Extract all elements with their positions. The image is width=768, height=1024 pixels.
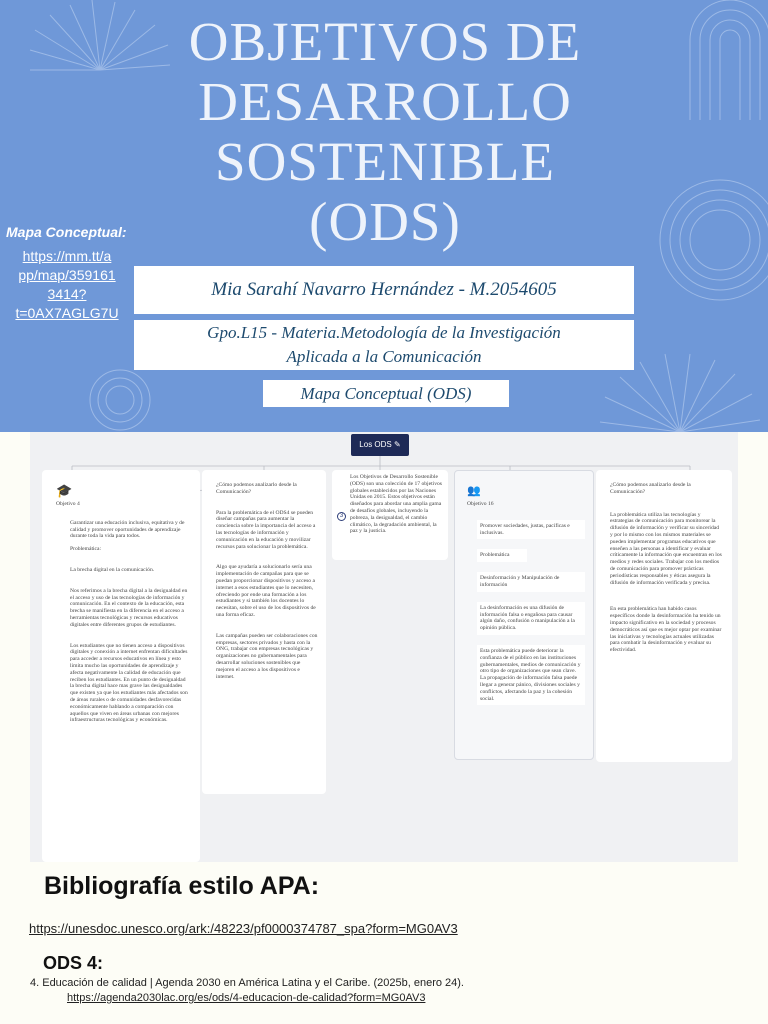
card-text: La desinformación es una difusión de información falsa o engañosa para causar algún daño, confusión o manipulación a la opinión pública.: [480, 604, 575, 632]
card-text: Garantizar una educación inclusiva, equitativa y de calidad y promover oportunidades de aprendizaje durante toda la vida para todos.: [70, 519, 185, 540]
card-objetivo-16[interactable]: [454, 470, 594, 760]
card-text: Promover sociedades, justas, pacíficas e inclusivas.: [480, 522, 570, 536]
mapa-link-line[interactable]: 3414?: [47, 286, 87, 302]
bibliography-link[interactable]: https://unesdoc.unesco.org/ark:/48223/pf0000374787_spa?form=MG0AV3: [29, 921, 458, 936]
mapa-link[interactable]: [12, 247, 122, 323]
card-text: La brecha digital en la comunicación.: [70, 566, 155, 573]
title-line: (ODS): [309, 191, 461, 252]
mapa-link-line[interactable]: https://mm.tt/a: [22, 248, 112, 264]
card-text: Para la problemática de el ODS4 se pueden diseñar campañas para aumentar la conciencia sobre la importancia del acceso a las tecnologías de información y comunicación en la educación y movilizar recursos para solucionar la problemática.: [216, 509, 316, 550]
bibliography-title: Bibliografía estilo APA:: [44, 872, 320, 900]
card-text: Esta problemática puede deteriorar la confianza de el público en las instituciones gubernamentales, medios de comunicación y otro tipo de organizaciones que sean clave. La propagación de información falsa puede llegar a generar pánico, divisiones sociales y conflictos, afectando la paz y la cohesión social.: [480, 647, 581, 702]
map-title-box: Mapa Conceptual (ODS): [263, 380, 509, 407]
card-text: Nos referimos a la brecha digital a la desigualdad en el acceso y uso de las tecnologías de información y comunicación. En el contexto de la educación, esta brecha se manifiesta en la diferencia en el acceso a herramientas tecnológicas y recursos educativos digitales entre diferentes grupos de estudiantes.: [70, 587, 188, 628]
subnode[interactable]: [477, 645, 585, 705]
root-node[interactable]: [351, 434, 409, 456]
card-text: Desinformación y Manipulación de información: [480, 575, 560, 588]
card-comunicacion-ods4[interactable]: [202, 470, 326, 794]
card-text: En esta problemática han habido casos específicos donde la desinformación ha tenido un impacto significativo en la sociedad y procesos democráticos así que es mejor optar por examinar las iniciativas y tecnologías actuales utilizadas para combatir la desinformación y evaluar su efectividad.: [610, 606, 722, 654]
title-line: DESARROLLO: [198, 71, 572, 132]
mapa-link-line[interactable]: pp/map/359161: [18, 267, 116, 283]
group-line: Gpo.L15 - Materia.Metodología de la Investigación: [207, 323, 561, 342]
card-label: Objetivo 16: [467, 501, 494, 507]
card-objetivo-4[interactable]: [42, 470, 200, 862]
edit-icon: ✎: [394, 440, 401, 449]
card-label: Objetivo 4: [56, 501, 80, 507]
mapa-label: Mapa Conceptual:: [6, 224, 127, 240]
graduation-cap-icon: 🎓: [56, 483, 73, 498]
concept-map: [30, 432, 738, 862]
subnode[interactable]: [477, 520, 585, 540]
subnode[interactable]: [477, 572, 585, 592]
group-box: [134, 320, 634, 370]
page-title: [140, 12, 630, 252]
step-badge: 3: [337, 512, 346, 521]
mapa-link-line[interactable]: t=0AX7AGLG7U: [15, 305, 119, 321]
ods4-heading: ODS 4:: [43, 953, 104, 973]
subnode[interactable]: [477, 549, 527, 562]
card-ods-definition[interactable]: [332, 470, 448, 560]
card-text: Problemática: [480, 552, 510, 559]
card-text: Los Objetivos de Desarrollo Sostenible (ODS) son una colección de 17 objetivos globales establecidos por las Naciones Unidas en 2015. Estos objetivos están diseñados para abordar una amplia gama de desafíos globales, incluyendo la pobreza, la desigualdad, el cambio climático, la degradación ambiental, la paz y la justicia.: [350, 474, 442, 535]
card-text: Algo que ayudaría a solucionarlo sería una implementación de campañas para que se puedan proporcionar dispositivos y acceso a internet a esos estudiantes que lo necesiten, ofreciendo por ende una formación a los estudiantes y si también los docentes lo necesitan, sobre el uso de los dispositivos de una forma eficaz.: [216, 564, 316, 618]
people-icon: 👥: [467, 485, 481, 497]
author-box: Mia Sarahí Navarro Hernández - M.2054605: [134, 266, 634, 314]
title-line: OBJETIVOS DE: [188, 11, 582, 72]
card-text: ¿Cómo podemos analizarlo desde la Comunicación?: [216, 482, 297, 495]
reference-link[interactable]: https://agenda2030lac.org/es/ods/4-educacion-de-calidad?form=MG0AV3: [67, 992, 426, 1004]
header-banner: [0, 0, 768, 432]
reference-text: 4. Educación de calidad | Agenda 2030 en América Latina y el Caribe. (2025b, enero 24).: [30, 977, 464, 989]
group-line: Aplicada a la Comunicación: [286, 347, 482, 366]
card-text: Los estudiantes que no tienen acceso a dispositivos digitales y conexión a internet enfrentan dificultades para acceder a recursos educativos en línea y esto limita mucho las oportunidades de aprendizaje y afecta negativamente la calidad de educación que reciben los estudiantes. En un punto de desigualdad la brecha digital hace mas grave las desigualdades que existen ya que los estudiantes más afectados son de áreas rurales o de comunidades desfavorecidas económicamente hablando a comparación con aquellos que viven en áreas urbanas con mejores infraestructuras tecnológicas y económicas.: [70, 642, 188, 724]
card-text: ¿Cómo podemos analizarlo desde la Comunicación?: [610, 482, 691, 495]
card-text: La problemática utiliza las tecnologías y estrategias de comunicación para monitorear la difusión de información y verificar su sinceridad y por lo mismo con los mismos materiales se pueden implementar programas educativos que enseñen a las personas a identificar y evaluar críticamente la información que encuentran en los medios y redes sociales. Trabajar con los medios de comunicación para promover prácticas periodísticas responsables y éticas asegura la difusión de información verificada y precisa.: [610, 511, 722, 586]
card-text: Problemática:: [70, 546, 102, 553]
card-comunicacion-ods16[interactable]: [596, 470, 732, 762]
root-label: Los ODS: [359, 440, 392, 449]
subnode[interactable]: [477, 602, 585, 635]
card-text: Las campañas pueden ser colaboraciones con empresas, sectores privados y hasta con la ONG, trabajar con empresas tecnológicas y organizaciones no gubernamentales para desarrollar soluciones sostenibles que mejoren el acceso a los dispositivos e internet.: [216, 632, 318, 680]
title-line: SOSTENIBLE: [215, 131, 555, 192]
